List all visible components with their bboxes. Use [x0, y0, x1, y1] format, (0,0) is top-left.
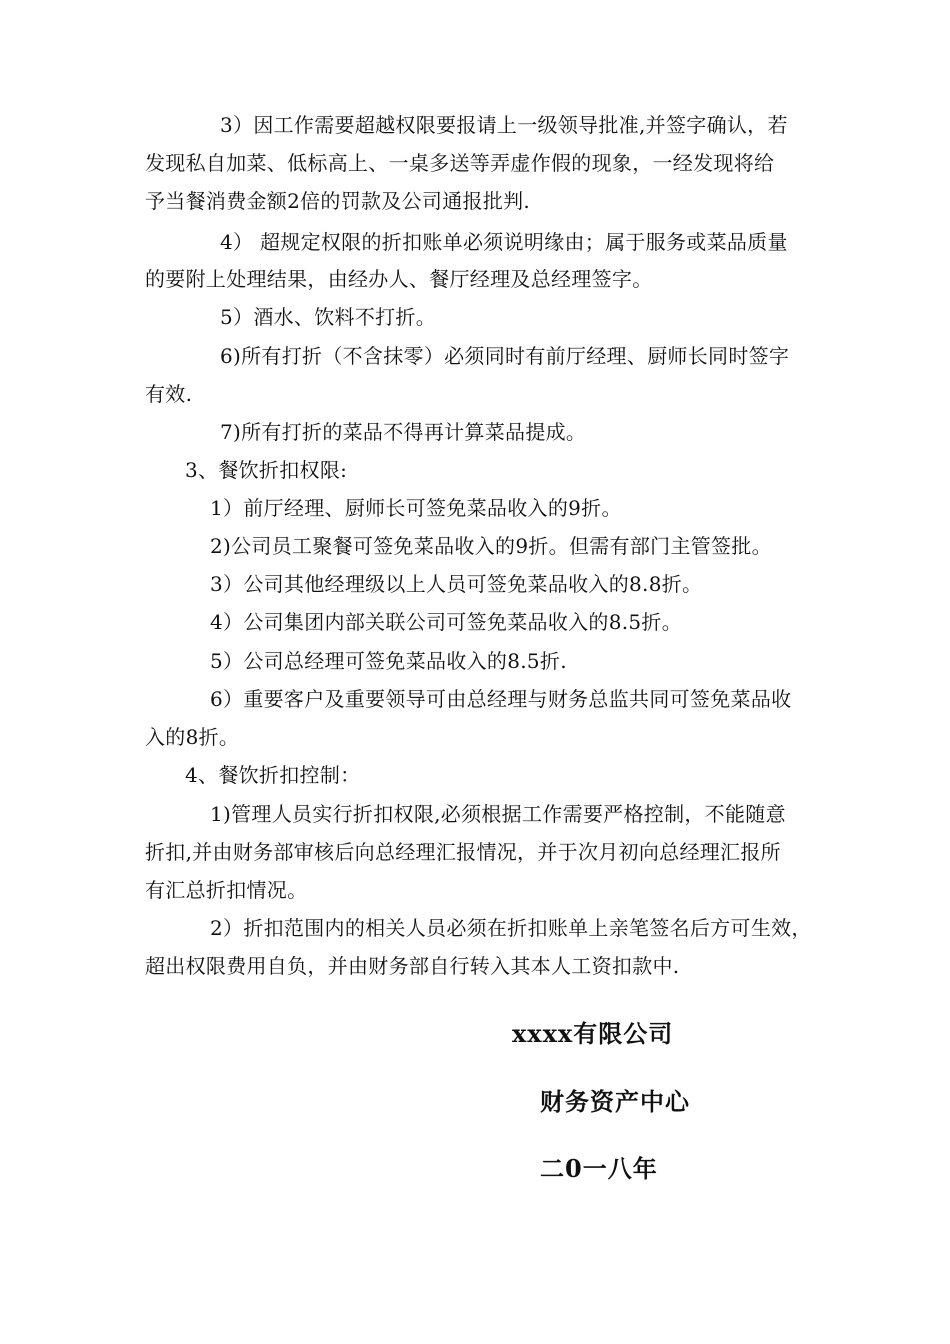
- paragraph-line: 入的8折。: [145, 725, 240, 749]
- paragraph-line: 1）前厅经理、厨师长可签免菜品收入的9折。: [210, 496, 622, 520]
- paragraph-line: 2）折扣范围内的相关人员必须在折扣账单上亲笔签名后方可生效，: [210, 916, 812, 940]
- paragraph-line: 发现私自加菜、低标高上、一桌多送等弄虚作假的现象，一经发现将给: [145, 151, 775, 175]
- paragraph-line: 5）酒水、饮料不打折。: [220, 305, 437, 329]
- paragraph-line: 有效.: [145, 382, 193, 406]
- paragraph-line: 6）重要客户及重要领导可由总经理与财务总监共同可签免菜品收: [210, 687, 792, 711]
- signature-company: xxxx有限公司: [512, 1019, 674, 1048]
- section-heading: 4、餐饮折扣控制：: [185, 763, 361, 787]
- paragraph-line: 4）公司集团内部关联公司可签免菜品收入的8.5折。: [210, 610, 683, 634]
- paragraph-line: 3）公司其他经理级以上人员可签免菜品收入的8.8折。: [210, 572, 703, 596]
- paragraph-line: 超出权限费用自负，并由财务部自行转入其本人工资扣款中.: [145, 954, 680, 978]
- signature-year: 二0一八年: [540, 1154, 658, 1183]
- section-heading: 3、餐饮折扣权限:: [185, 458, 348, 482]
- paragraph-line: 1)管理人员实行折扣权限,必须根据工作需要严格控制，不能随意: [210, 802, 786, 826]
- paragraph-line: 的要附上处理结果，由经办人、餐厅经理及总经理签字。: [145, 267, 653, 291]
- paragraph-line: 有汇总折扣情况。: [145, 878, 308, 902]
- signature-department: 财务资产中心: [540, 1087, 690, 1116]
- paragraph-line: 2)公司员工聚餐可签免菜品收入的9折。但需有部门主管签批。: [210, 534, 772, 558]
- paragraph-line: 3）因工作需要超越权限要报请上一级领导批准,并签字确认，若: [220, 113, 788, 137]
- paragraph-line: 7)所有打折的菜品不得再计算菜品提成。: [220, 420, 587, 444]
- paragraph-line: 予当餐消费金额2倍的罚款及公司通报批判.: [145, 189, 531, 213]
- paragraph-line: 5）公司总经理可签免菜品收入的8.5折.: [210, 649, 567, 673]
- paragraph-line: 4） 超规定权限的折扣账单必须说明缘由；属于服务或菜品质量: [220, 230, 788, 254]
- paragraph-line: 折扣,并由财务部审核后向总经理汇报情况，并于次月初向总经理汇报所: [145, 840, 781, 864]
- paragraph-line: 6)所有打折（不含抹零）必须同时有前厅经理、厨师长同时签字: [220, 344, 790, 368]
